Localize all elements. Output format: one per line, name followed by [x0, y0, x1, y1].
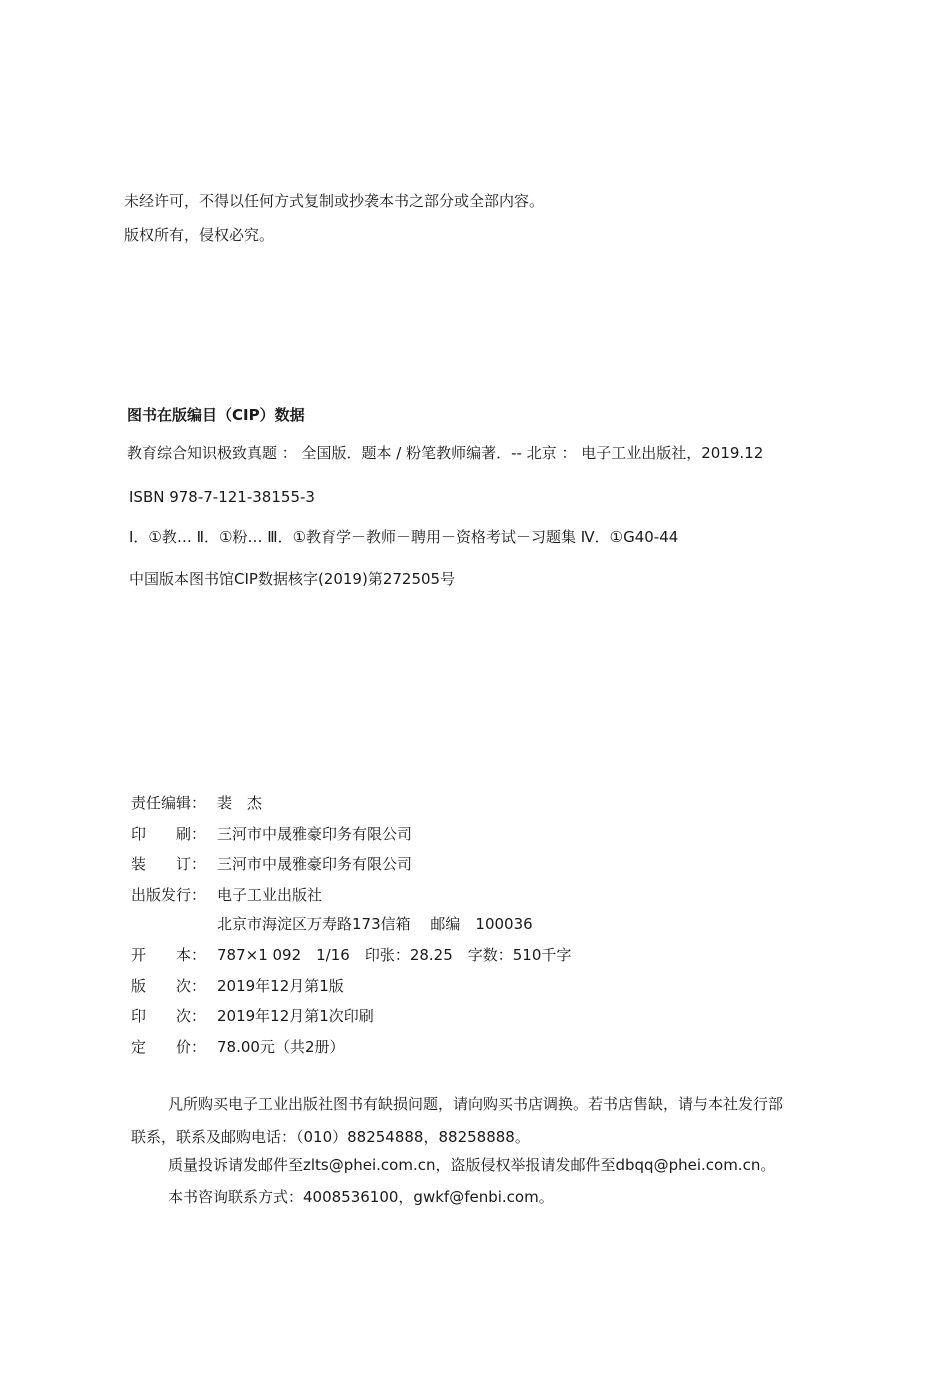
colophon-label: 版 次： — [131, 977, 207, 995]
colophon-row-edition — [131, 976, 344, 996]
colophon-label: 出版发行： — [131, 886, 207, 904]
colophon-row-impression — [131, 1006, 374, 1026]
notice-line-3: 质量投诉请发邮件至zlts@phei.com.cn，盗版侵权举报请发邮件至dbqq@phei.com.cn。 — [168, 1156, 776, 1174]
colophon-value: 电子工业出版社 — [217, 886, 323, 904]
colophon-value: 裴 杰 — [217, 794, 263, 812]
colophon-label: 开 本： — [131, 946, 207, 964]
notice-line-1: 凡所购买电子工业出版社图书有缺损问题，请向购买书店调换。若书店售缺，请与本社发行部 — [168, 1095, 784, 1113]
colophon-label: 责任编辑： — [131, 794, 207, 812]
colophon-row-price — [131, 1037, 345, 1057]
cip-title-line: 教育综合知识极致真题 ： 全国版．题本 / 粉笔教师编著．-- 北京 ： 电子工业出版社，2019.12 — [127, 444, 764, 462]
colophon-row-binding — [131, 854, 412, 874]
colophon-value: 78.00元（共2册） — [217, 1038, 345, 1056]
colophon-row-address — [131, 914, 533, 934]
colophon-value: 2019年12月第1版 — [217, 977, 344, 995]
cip-record: 中国版本图书馆CIP数据核字(2019)第272505号 — [129, 570, 456, 588]
cip-heading: 图书在版编目（CIP）数据 — [127, 406, 305, 424]
colophon-value: 北京市海淀区万寿路173信箱 邮编 100036 — [217, 915, 533, 933]
colophon-row-printing — [131, 824, 412, 844]
cip-classification: Ⅰ．①教… Ⅱ．①粉… Ⅲ．①教育学－教师－聘用－资格考试－习题集 Ⅳ．①G40-44 — [129, 528, 679, 546]
colophon-label: 定 价： — [131, 1038, 207, 1056]
colophon-label: 印 次： — [131, 1007, 207, 1025]
colophon-label: 印 刷： — [131, 825, 207, 843]
colophon-label: 装 订： — [131, 855, 207, 873]
cip-isbn: ISBN 978-7-121-38155-3 — [129, 488, 315, 506]
copyright-line-1: 未经许可，不得以任何方式复制或抄袭本书之部分或全部内容。 — [124, 192, 545, 210]
colophon-value: 三河市中晟雅豪印务有限公司 — [217, 855, 413, 873]
colophon-row-publisher — [131, 885, 322, 905]
colophon-value: 三河市中晟雅豪印务有限公司 — [217, 825, 413, 843]
copyright-line-2: 版权所有，侵权必究。 — [124, 226, 275, 244]
notice-line-4: 本书咨询联系方式：4008536100，gwkf@fenbi.com。 — [168, 1188, 554, 1206]
notice-line-2: 联系，联系及邮购电话：（010）88254888，88258888。 — [131, 1128, 530, 1146]
colophon-value: 2019年12月第1次印刷 — [217, 1007, 374, 1025]
colophon-value: 787×1 092 1/16 印张：28.25 字数：510千字 — [217, 946, 572, 964]
colophon-row-editor — [131, 793, 262, 813]
colophon-row-format — [131, 945, 571, 965]
